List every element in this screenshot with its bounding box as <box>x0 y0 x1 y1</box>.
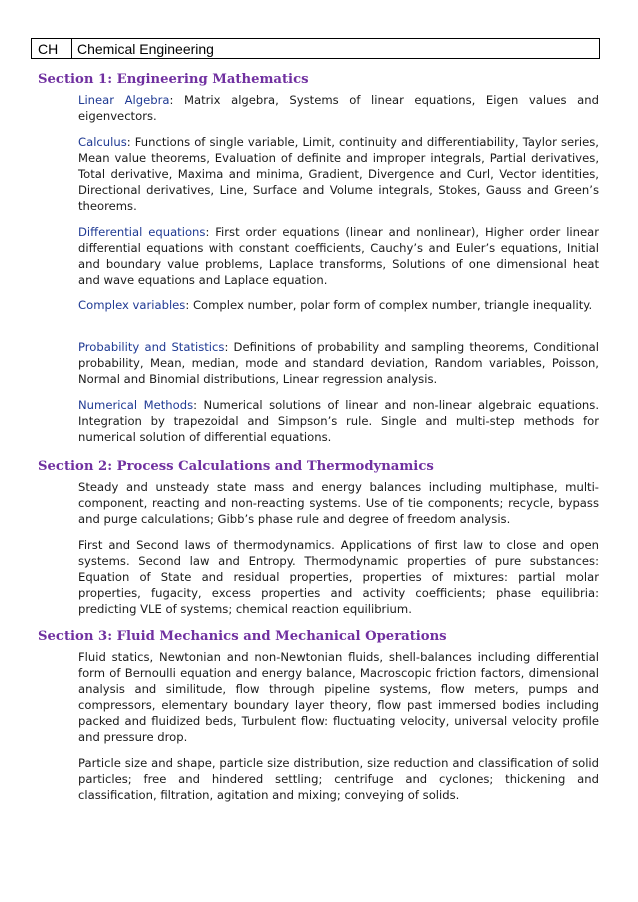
topic-paragraph <box>78 92 599 124</box>
subject-code: CH <box>32 39 72 58</box>
topic-paragraph <box>78 339 599 387</box>
section-heading: Section 3: Fluid Mechanics and Mechanical Operations <box>38 629 447 644</box>
body-paragraph: Fluid statics, Newtonian and non-Newtonian fluids, shell-balances including differential form of Bernoulli equation and energy balance, Macroscopic friction factors, dimensional analysis and similitude, flow through pipeline systems, flow meters, pumps and compressors, elementary boundary layer theory, flow past immersed bodies including packed and fluidized beds, Turbulent flow: fluctuating velocity, universal velocity profile and pressure drop. <box>78 650 599 745</box>
section-heading: Section 1: Engineering Mathematics <box>38 72 309 87</box>
topic-paragraph <box>78 224 599 288</box>
topic-text: : First order equations (linear and nonlinear), Higher order linear differential equations with constant coefficients, Cauchy’s and Euler’s equations, Initial and boundary value problems, Laplace transforms, Solutions of one dimensional heat and wave equations and Laplace equation. <box>78 225 599 288</box>
topic-label: Complex variables <box>78 298 186 312</box>
topic-text: : Functions of single variable, Limit, continuity and differentiability, Taylor series, Mean value theorems, Evaluation of definite and improper integrals, Partial derivatives, Total derivative, Maxima and minima, Gradient, Divergence and Curl, Vector identities, Directional derivatives, Line, Surface and Volume integrals, Stokes, Gauss and Green’s theorems. <box>78 135 599 214</box>
topic-label: Linear Algebra <box>78 93 170 107</box>
topic-paragraph <box>78 297 599 313</box>
topic-paragraph <box>78 134 599 214</box>
body-paragraph: Steady and unsteady state mass and energy balances including multiphase, multi-component, reacting and non-reacting systems. Use of tie components; recycle, bypass and purge calculations; Gibb’s phase rule and degree of freedom analysis. <box>78 480 599 527</box>
topic-text: : Numerical solutions of linear and non-linear algebraic equations. Integration by trapezoidal and Simpson’s rule. Single and multi-step methods for numerical solution of differential equations. <box>78 398 600 445</box>
section-heading: Section 2: Process Calculations and Thermodynamics <box>38 459 434 474</box>
topic-label: Probability and Statistics <box>78 340 225 354</box>
topic-label: Differential equations <box>78 225 206 239</box>
topic-label: Calculus <box>78 135 127 149</box>
topic-text: : Definitions of probability and sampling theorems, Conditional probability, Mean, median, mode and standard deviation, Random variables, Poisson, Normal and Binomial distributions, Linear regression analysis. <box>78 340 599 387</box>
body-paragraph: Particle size and shape, particle size distribution, size reduction and classification of solid particles; free and hindered settling; centrifuge and cyclones; thickening and classification, filtration, agitation and mixing; conveying of solids. <box>78 756 599 803</box>
body-paragraph: First and Second laws of thermodynamics. Applications of first law to close and open systems. Second law and Entropy. Thermodynamic properties of pure substances: Equation of State and residual properties, properties of mixtures: partial molar properties, fugacity, excess properties and activity coefficients; phase equilibria: predicting VLE of systems; chemical reaction equilibrium. <box>78 538 599 617</box>
subject-header <box>31 38 600 59</box>
topic-paragraph <box>78 397 599 445</box>
subject-title: Chemical Engineering <box>77 40 214 57</box>
topic-text: : Matrix algebra, Systems of linear equations, Eigen values and eigenvectors. <box>78 93 599 124</box>
topic-text: : Complex number, polar form of complex number, triangle inequality. <box>185 298 593 312</box>
topic-label: Numerical Methods <box>78 398 194 412</box>
